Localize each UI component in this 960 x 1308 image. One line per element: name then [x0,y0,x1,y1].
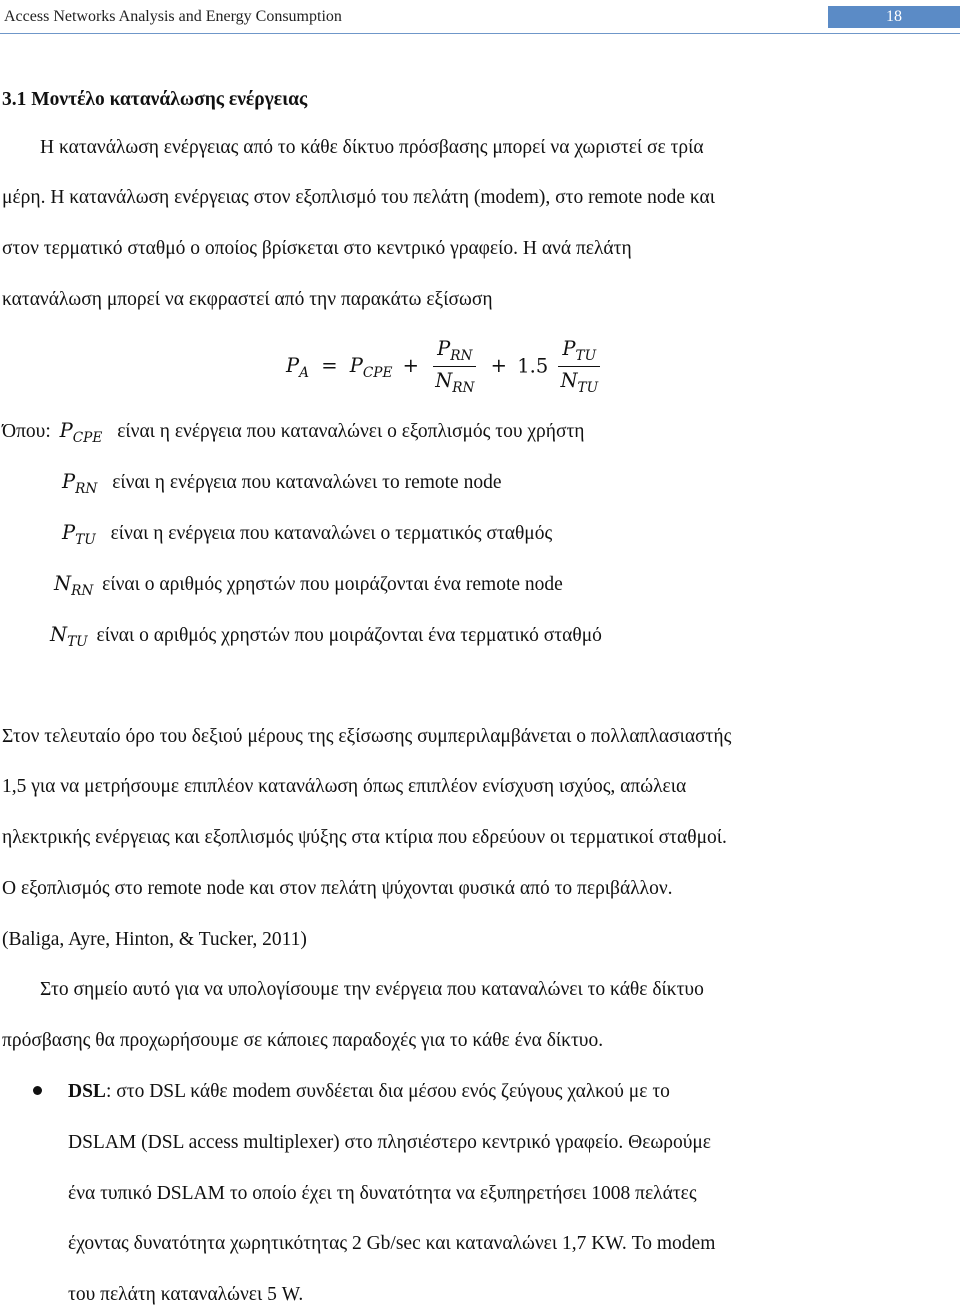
energy-equation: $P_A = P_{CPE}$ + $\frac{P_{RN}}{N_{RN}}$ + 1.5 $\frac{P_{TU}}{N_{TU}}$ [286,337,599,397]
definition-tu: $P_{TU}$ είναι η ενέργεια που καταναλώνει ο τερματικός σταθμός [62,521,553,548]
body-line-2: 1,5 για να μετρήσουμε επιπλέον κατανάλωση όπως επιπλέον ενίσχυση ισχύος, απώλεια [2,776,687,797]
bullet-line-4: έχοντας δυνατότητα χωρητικότητας 2 Gb/sec και καταναλώνει 1,7 KW. Το modem [68,1233,716,1254]
bullet-line-3: ένα τυπικό DSLAM το οποίο έχει τη δυνατότητα να εξυπηρετήσει 1008 πελάτες [68,1183,697,1204]
intro-line-1: Η κατανάλωση ενέργειας από το κάθε δίκτυο πρόσβασης μπορεί να χωριστεί σε τρία [40,137,704,158]
eq-coefficient: 1.5 [517,354,549,378]
section-heading: 3.1 Μοντέλο κατανάλωσης ενέργειας [2,89,308,110]
header-title: Access Networks Analysis and Energy Consumption [4,8,342,25]
definition-ntu: $N_{TU}$ είναι ο αριθμός χρηστών που μοιράζονται ένα τερματικό σταθμό [50,623,602,650]
definition-cpe: Όπου: $P_{CPE}$ είναι η ενέργεια που καταναλώνει ο εξοπλισμός του χρήστη [2,419,585,446]
bullet-line-5: του πελάτη καταναλώνει 5 W. [68,1284,304,1305]
intro-line-3: στον τερματικό σταθμό ο οποίος βρίσκεται στο κεντρικό γραφείο. Η ανά πελάτη [2,238,632,259]
eq-term-cpe: $P_{CPE}$ [349,354,393,382]
header-divider [0,33,960,34]
body-line-7: πρόσβασης θα προχωρήσουμε σε κάποιες παραδοχές για το κάθε ένα δίκτυο. [2,1030,604,1051]
intro-line-2: μέρη. Η κατανάλωση ενέργειας στον εξοπλισμό του πελάτη (modem), στο remote node και [2,187,716,208]
eq-fraction-rn: $\frac{P_{RN}}{N_{RN}}$ [435,337,475,397]
eq-lhs: $P_A$ [286,354,309,382]
citation: (Baliga, Ayre, Hinton, & Tucker, 2011) [2,929,307,950]
eq-fraction-tu: $\frac{P_{TU}}{N_{TU}}$ [560,337,599,397]
bullet-line-1: DSL: στο DSL κάθε modem συνδέεται δια μέσου ενός ζεύγους χαλκού με το [68,1081,670,1102]
page-number: 18 [828,6,960,28]
definition-rn: $P_{RN}$ είναι η ενέργεια που καταναλώνει το remote node [62,470,502,497]
body-line-3: ηλεκτρικής ενέργειας και εξοπλισμός ψύξης στα κτίρια που εδρεύουν οι τερματικοί σταθμοί. [2,827,727,848]
definition-nrn: $N_{RN}$ είναι ο αριθμός χρηστών που μοιράζονται ένα remote node [54,572,563,599]
intro-line-4: κατανάλωση μπορεί να εκφραστεί από την παρακάτω εξίσωση [2,289,493,310]
bullet-term: DSL [68,1081,106,1102]
page-header [0,0,960,34]
bullet-dot [33,1086,42,1095]
bullet-line-2: DSLAM (DSL access multiplexer) στο πλησιέστερο κεντρικό γραφείο. Θεωρούμε [68,1132,711,1153]
body-line-4: Ο εξοπλισμός στο remote node και στον πελάτη ψύχονται φυσικά από το περιβάλλον. [2,878,673,899]
body-line-6: Στο σημείο αυτό για να υπολογίσουμε την ενέργεια που καταναλώνει το κάθε δίκτυο [40,979,704,1000]
body-line-1: Στον τελευταίο όρο του δεξιού μέρους της εξίσωσης συμπεριλαμβάνεται ο πολλαπλασιαστής [2,726,732,747]
